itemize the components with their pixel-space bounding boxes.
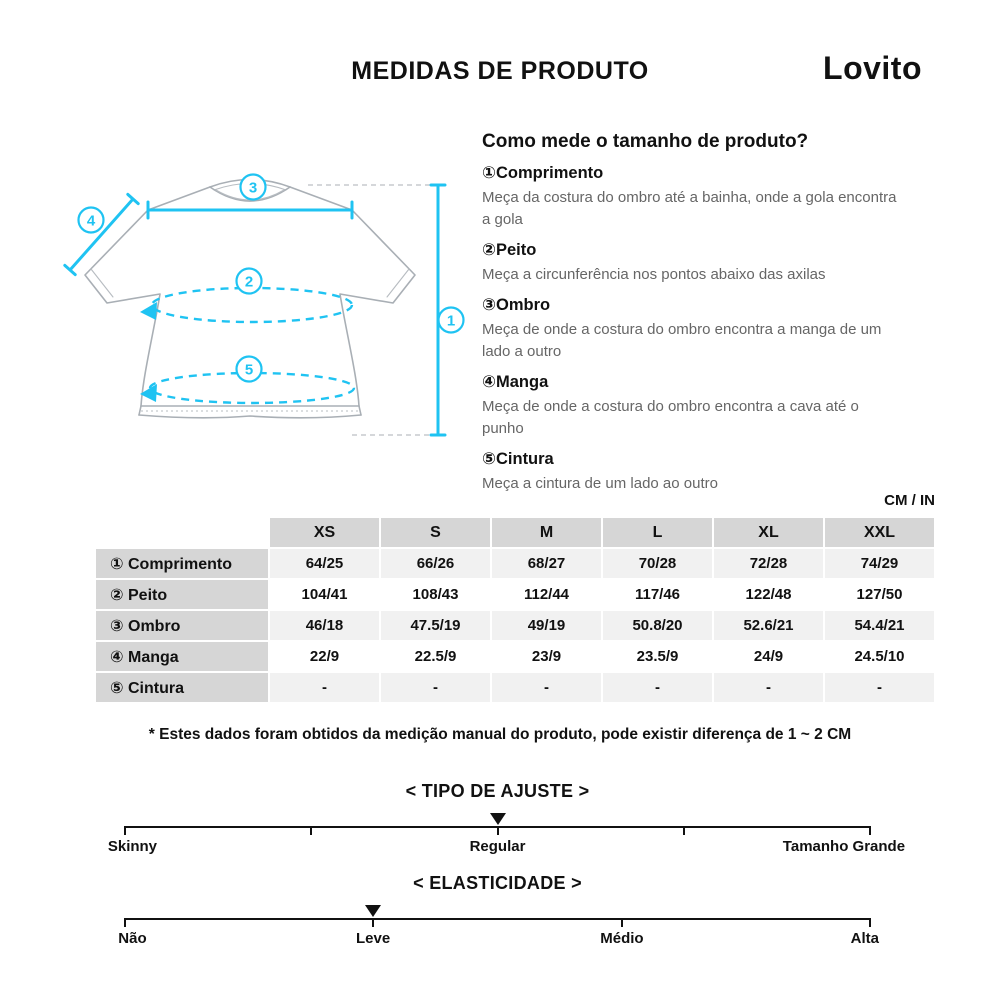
column-header: M (492, 518, 601, 547)
size-value-cell: - (825, 673, 934, 702)
row-label: ② Peito (96, 580, 268, 609)
guide-item (482, 163, 937, 231)
chest-measure-arrow (140, 302, 157, 320)
shoulder-measure-line (148, 202, 352, 218)
elasticity-scale-title: < ELASTICIDADE > (413, 873, 582, 893)
guide-item-name: Cintura (495, 450, 554, 468)
scale-label: Não (118, 930, 147, 947)
guide-item-description: Meça a circunferência nos pontos abaixo das axilas (482, 266, 826, 283)
scale-label: Leve (355, 930, 391, 947)
guide-item-title (482, 295, 937, 315)
guide-item-description: Meça de onde a costura do ombro encontra a manga de um lado a outro (482, 321, 882, 360)
size-value-cell: 70/28 (603, 549, 712, 578)
scale-tick (869, 918, 871, 927)
size-value-cell: - (603, 673, 712, 702)
size-value-cell: 117/46 (603, 580, 712, 609)
scale-marker-icon (490, 813, 506, 825)
scale-marker-icon (365, 905, 381, 917)
measure-badges (79, 175, 464, 382)
column-header: L (603, 518, 712, 547)
length-badge-number: 1 (446, 312, 456, 330)
sleeve-measure-line (65, 194, 138, 274)
size-value-cell: - (492, 673, 601, 702)
size-value-cell: - (270, 673, 379, 702)
size-value-cell: 64/25 (270, 549, 379, 578)
column-header: S (381, 518, 490, 547)
guide-item (482, 372, 937, 440)
guide-item-number: ③ (482, 296, 496, 314)
row-label: ① Comprimento (96, 549, 268, 578)
size-value-cell: 52.6/21 (714, 611, 823, 640)
guide-item-number: ⑤ (482, 450, 496, 468)
scale-tick (497, 826, 499, 835)
size-value-cell: 54.4/21 (825, 611, 934, 640)
left-cuff-ribbing (91, 269, 113, 297)
column-header: XL (714, 518, 823, 547)
right-sleeve-and-side (290, 187, 415, 406)
size-table (94, 516, 936, 704)
guide-item-name: Ombro (495, 296, 551, 314)
size-value-cell: - (381, 673, 490, 702)
elasticity-scale-line (125, 918, 870, 920)
measurement-guide (482, 131, 937, 498)
scale-label: Médio (600, 930, 644, 947)
unit-label: CM / IN (884, 492, 935, 509)
elasticity-scale (118, 873, 879, 956)
table-row (96, 673, 934, 702)
table-row (96, 611, 934, 640)
measurement-overlays (65, 185, 445, 435)
guide-item-number: ④ (482, 373, 496, 391)
size-value-cell: 22.5/9 (381, 642, 490, 671)
table-header-row (96, 518, 934, 547)
waist-badge-number: 5 (244, 361, 254, 379)
guide-item-description: Meça de onde a costura do ombro encontra a cava até o punho (482, 398, 859, 437)
elasticity-scale-track (118, 904, 879, 956)
guide-item (482, 240, 937, 286)
scale-tick (372, 918, 374, 927)
scale-label: Skinny (107, 838, 158, 855)
size-value-cell: 122/48 (714, 580, 823, 609)
fit-scale-title: < TIPO DE AJUSTE > (405, 781, 590, 801)
size-value-cell: 50.8/20 (603, 611, 712, 640)
scale-tick (124, 826, 126, 835)
guide-item (482, 449, 937, 495)
guide-item-title (482, 240, 937, 260)
size-value-cell: - (714, 673, 823, 702)
size-value-cell: 23/9 (492, 642, 601, 671)
size-value-cell: 72/28 (714, 549, 823, 578)
guide-item-title (482, 372, 937, 392)
tshirt-measurement-diagram (40, 163, 480, 463)
column-header: XXL (825, 518, 934, 547)
scale-tick (310, 826, 312, 835)
guide-title: Como mede o tamanho de produto? (482, 131, 809, 152)
guide-item-name: Manga (495, 373, 549, 391)
scale-label: Alta (850, 930, 879, 947)
size-value-cell: 127/50 (825, 580, 934, 609)
size-value-cell: 112/44 (492, 580, 601, 609)
tshirt-diagram-svg (40, 163, 480, 463)
guide-item-description: Meça da costura do ombro até a bainha, onde a gola encontra a gola (482, 189, 897, 228)
hem-bottom-line (139, 415, 361, 418)
sleeve-badge-number: 4 (86, 212, 96, 230)
size-value-cell: 108/43 (381, 580, 490, 609)
guide-item-number: ① (482, 164, 496, 182)
row-label: ③ Ombro (96, 611, 268, 640)
scale-tick (869, 826, 871, 835)
scale-tick (124, 918, 126, 927)
size-value-cell: 22/9 (270, 642, 379, 671)
size-value-cell: 23.5/9 (603, 642, 712, 671)
fit-type-scale (107, 781, 906, 864)
size-value-cell: 24/9 (714, 642, 823, 671)
guide-item-title (482, 163, 937, 183)
table-row (96, 580, 934, 609)
guide-items-list (482, 163, 937, 495)
row-label: ④ Manga (96, 642, 268, 671)
footnote: * Estes dados foram obtidos da medição manual do produto, pode existir diferença de 1 ~ 2 CM (148, 726, 852, 743)
size-value-cell: 49/19 (492, 611, 601, 640)
scale-label: Tamanho Grande (782, 838, 906, 855)
scale-tick (621, 918, 623, 927)
row-label: ⑤ Cintura (96, 673, 268, 702)
size-value-cell: 74/29 (825, 549, 934, 578)
table-row (96, 549, 934, 578)
size-value-cell: 47.5/19 (381, 611, 490, 640)
chest-badge-number: 2 (244, 273, 254, 291)
fit-scale-track (107, 812, 906, 864)
size-value-cell: 68/27 (492, 549, 601, 578)
guide-item (482, 295, 937, 363)
column-header: XS (270, 518, 379, 547)
size-value-cell: 46/18 (270, 611, 379, 640)
size-value-cell: 66/26 (381, 549, 490, 578)
shoulder-badge-number: 3 (248, 179, 258, 197)
scale-label: Regular (469, 838, 526, 855)
right-cuff-ribbing (387, 269, 409, 297)
page-title: MEDIDAS DE PRODUTO (351, 57, 649, 85)
guide-item-name: Comprimento (495, 164, 604, 182)
scale-tick (683, 826, 685, 835)
size-value-cell: 104/41 (270, 580, 379, 609)
guide-item-title (482, 449, 937, 469)
guide-item-number: ② (482, 241, 496, 259)
table-row (96, 642, 934, 671)
size-value-cell: 24.5/10 (825, 642, 934, 671)
guide-item-description: Meça a cintura de um lado ao outro (482, 475, 718, 492)
table-corner-cell (96, 518, 268, 547)
lovito-logo: Lovito (823, 50, 922, 86)
guide-item-name: Peito (495, 241, 537, 259)
